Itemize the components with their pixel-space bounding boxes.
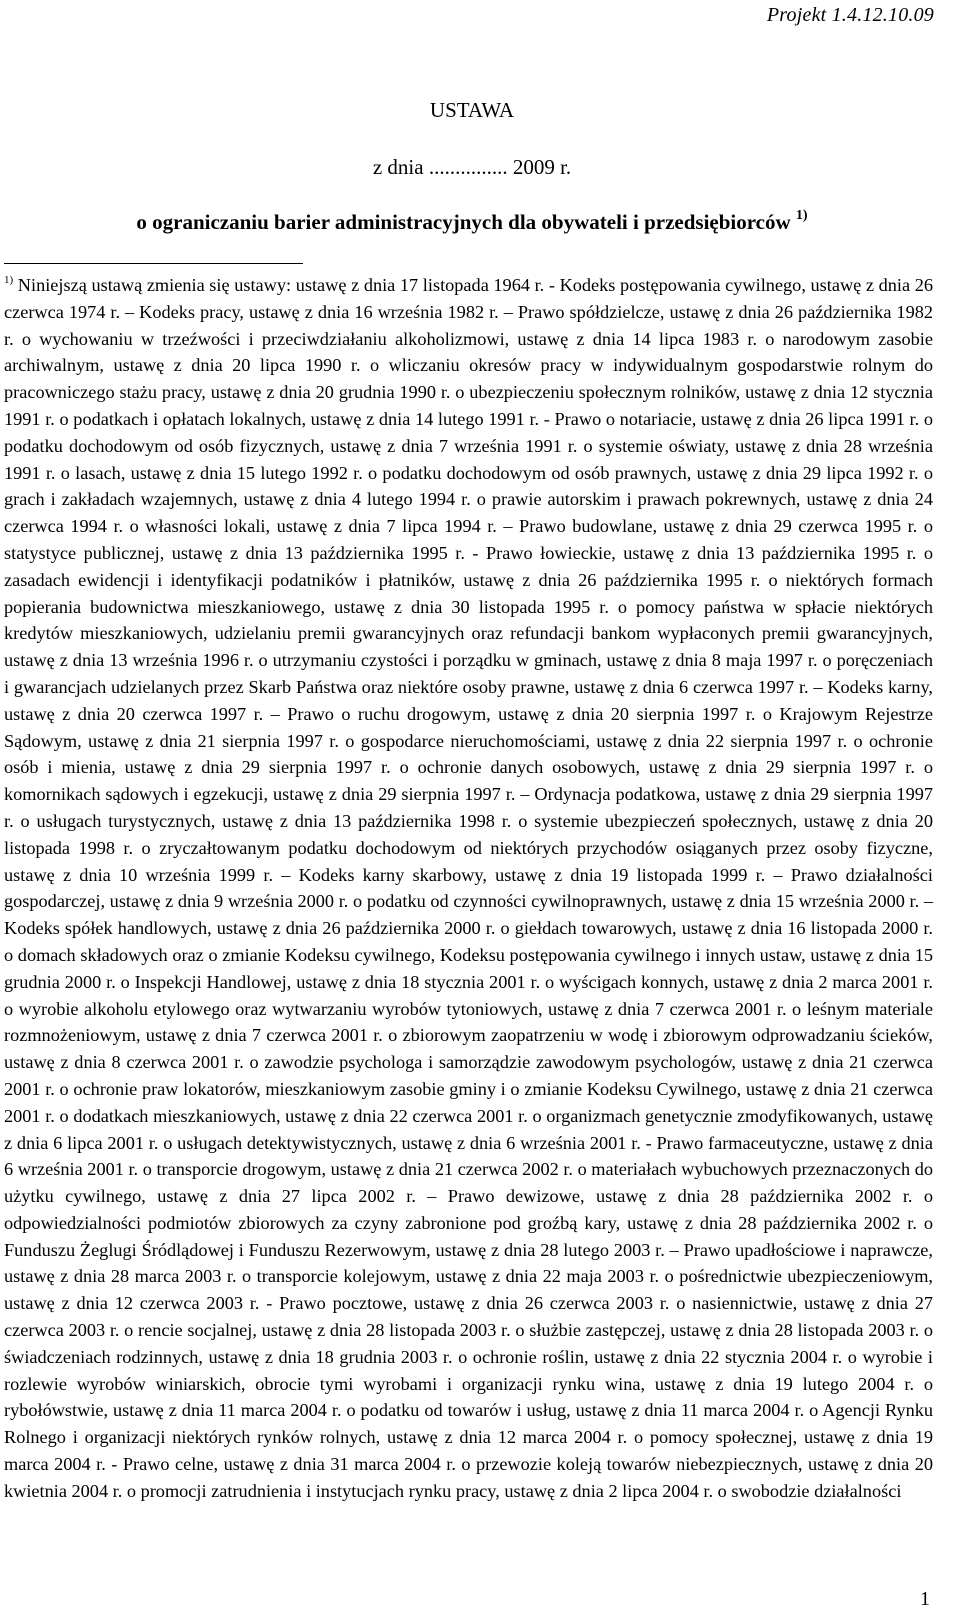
footnote-marker: 1) bbox=[4, 274, 14, 286]
project-label: Projekt 1.4.12.10.09 bbox=[766, 4, 934, 26]
footnote-divider bbox=[4, 263, 303, 264]
footnote bbox=[4, 272, 933, 1505]
act-date: z dnia ............... 2009 r. bbox=[372, 155, 572, 179]
act-subject bbox=[0, 210, 952, 235]
act-subject-text: o ograniczaniu barier administracyjnych dla obywateli i przedsiębiorców bbox=[136, 210, 791, 234]
page-number: 1 bbox=[920, 1588, 930, 1610]
footnote-reference: 1) bbox=[795, 208, 808, 223]
act-title: USTAWA bbox=[429, 98, 515, 122]
footnote-text: Niniejszą ustawą zmienia się ustawy: ustawę z dnia 17 listopada 1964 r. - Kodeks postępowania cywilnego, ustawę z dnia 26 czerwca 1974 r. – Kodeks pracy, ustawę z dnia 16 września 1982 r. – Prawo spółdzielcze, ustawę z dnia 26 października 1982 r. o wychowaniu w trzeźwości i przeciwdziałaniu alkoholizmowi, ustawę z dnia 14 lipca 1983 r. o narodowym zasobie archiwalnym, ustawę z dnia 20 lipca 1990 r. o wliczaniu okresów pracy w indywidualnym gospodarstwie rolnym do pracowniczego stażu pracy, ustawę z dnia 20 grudnia 1990 r. o ubezpieczeniu społecznym rolników, ustawę z dnia 12 stycznia 1991 r. o podatkach i opłatach lokalnych, ustawę z dnia 14 lutego 1991 r. - Prawo o notariacie, ustawę z dnia 26 lipca 1991 r. o podatku dochodowym od osób fizycznych, ustawę z dnia 7 września 1991 r. o systemie oświaty, ustawę z dnia 28 września 1991 r. o lasach, ustawę z dnia 15 lutego 1992 r. o podatku dochodowym od osób prawnych, ustawę z dnia 29 lipca 1992 r. o grach i zakładach wzajemnych, ustawę z dnia 4 lutego 1994 r. o prawie autorskim i prawach pokrewnych, ustawę z dnia 24 czerwca 1994 r. o własności lokali, ustawę z dnia 7 lipca 1994 r. – Prawo budowlane, ustawę z dnia 29 czerwca 1995 r. o statystyce publicznej, ustawę z dnia 13 października 1995 r. - Prawo łowieckie, ustawę z dnia 13 października 1995 r. o zasadach ewidencji i identyfikacji podatników i płatników, ustawę z dnia 26 października 1995 r. o niektórych formach popierania budownictwa mieszkaniowego, ustawę z dnia 30 listopada 1995 r. o pomocy państwa w spłacie niektórych kredytów mieszkaniowych, udzielaniu premii gwarancyjnych oraz refundacji bankom wypłaconych premii gwarancyjnych, ustawę z dnia 13 września 1996 r. o utrzymaniu czystości i porządku w gminach, ustawę z dnia 8 maja 1997 r. o poręczeniach i gwarancjach udzielanych przez Skarb Państwa oraz niektóre osoby prawne, ustawę z dnia 6 czerwca 1997 r. – Kodeks karny, ustawę z dnia 20 czerwca 1997 r. – Prawo o ruchu drogowym, ustawę z dnia 20 sierpnia 1997 r. o Krajowym Rejestrze Sądowym, ustawę z dnia 21 sierpnia 1997 r. o gospodarce nieruchomościami, ustawę z dnia 22 sierpnia 1997 r. o ochronie osób i mienia, ustawę z dnia 29 sierpnia 1997 r. o ochronie danych osobowych, ustawę z dnia 29 sierpnia 1997 r. o komornikach sądowych i egzekucji, ustawę z dnia 29 sierpnia 1997 r. – Ordynacja podatkowa, ustawę z dnia 29 sierpnia 1997 r. o usługach turystycznych, ustawę z dnia 13 października 1998 r. o systemie ubezpieczeń społecznych, ustawę z dnia 20 listopada 1998 r. o zryczałtowanym podatku dochodowym od niektórych przychodów osiąganych przez osoby fizyczne, ustawę z dnia 10 września 1999 r. – Kodeks karny skarbowy, ustawę z dnia 19 listopada 1999 r. – Prawo działalności gospodarczej, ustawę z dnia 9 września 2000 r. o podatku od czynności cywilnoprawnych, ustawę z dnia 15 września 2000 r. – Kodeks spółek handlowych, ustawę z dnia 26 października 2000 r. o giełdach towarowych, ustawę z dnia 16 listopada 2000 r. o domach składowych oraz o zmianie Kodeksu cywilnego, Kodeksu postępowania cywilnego i innych ustaw, ustawę z dnia 15 grudnia 2000 r. o Inspekcji Handlowej, ustawę z dnia 18 stycznia 2001 r. o wyścigach konnych, ustawę z dnia 2 marca 2001 r. o wyrobie alkoholu etylowego oraz wytwarzaniu wyrobów tytoniowych, ustawę z dnia 7 czerwca 2001 r. o leśnym materiale rozmnożeniowym, ustawę z dnia 7 czerwca 2001 r. o zbiorowym zaopatrzeniu w wodę i zbiorowym odprowadzaniu ścieków, ustawę z dnia 8 czerwca 2001 r. o zawodzie psychologa i samorządzie zawodowym psychologów, ustawę z dnia 21 czerwca 2001 r. o ochronie praw lokatorów, mieszkaniowym zasobie gminy i o zmianie Kodeksu Cywilnego, ustawę z dnia 21 czerwca 2001 r. o dodatkach mieszkaniowych, ustawę z dnia 22 czerwca 2001 r. o organizmach genetycznie zmodyfikowanych, ustawę z dnia 6 lipca 2001 r. o usługach detektywistycznych, ustawę z dnia 6 września 2001 r. - Prawo farmaceutyczne, ustawę z dnia 6 września 2001 r. o transporcie drogowym, ustawę z dnia 21 czerwca 2002 r. o materiałach wybuchowych przeznaczonych do użytku cywilnego, ustawę z dnia 27 lipca 2002 r. – Prawo dewizowe, ustawę z dnia 28 października 2002 r. o odpowiedzialności podmiotów zbiorowych za czyny zabronione pod groźbą kary, ustawę z dnia 28 października 2002 r. o Funduszu Żeglugi Śródlądowej i Funduszu Rezerwowym, ustawę z dnia 28 lutego 2003 r. – Prawo upadłościowe i naprawcze, ustawę z dnia 28 marca 2003 r. o transporcie kolejowym, ustawę z dnia 22 maja 2003 r. o pośrednictwie ubezpieczeniowym, ustawę z dnia 12 czerwca 2003 r. - Prawo pocztowe, ustawę z dnia 26 czerwca 2003 r. o nasiennictwie, ustawę z dnia 27 czerwca 2003 r. o rencie socjalnej, ustawę z dnia 28 listopada 2003 r. o służbie zastępczej, ustawę z dnia 28 listopada 2003 r. o świadczeniach rodzinnych, ustawę z dnia 18 grudnia 2003 r. o ochronie roślin, ustawę z dnia 22 stycznia 2004 r. o wyrobie i rozlewie wyrobów winiarskich, obrocie tymi wyrobami i organizacji rynku wina, ustawę z dnia 19 lutego 2004 r. o rybołówstwie, ustawę z dnia 11 marca 2004 r. o podatku od towarów i usług, ustawę z dnia 11 marca 2004 r. o Agencji Rynku Rolnego i organizacji niektórych rynków rolnych, ustawę z dnia 12 marca 2004 r. o pomocy społecznej, ustawę z dnia 19 marca 2004 r. - Prawo celne, ustawę z dnia 31 marca 2004 r. o przewozie koleją towarów niebezpiecznych, ustawę z dnia 20 kwietnia 2004 r. o promocji zatrudnienia i instytucjach rynku pracy, ustawę z dnia 2 lipca 2004 r. o swobodzie działalności bbox=[4, 275, 933, 1501]
